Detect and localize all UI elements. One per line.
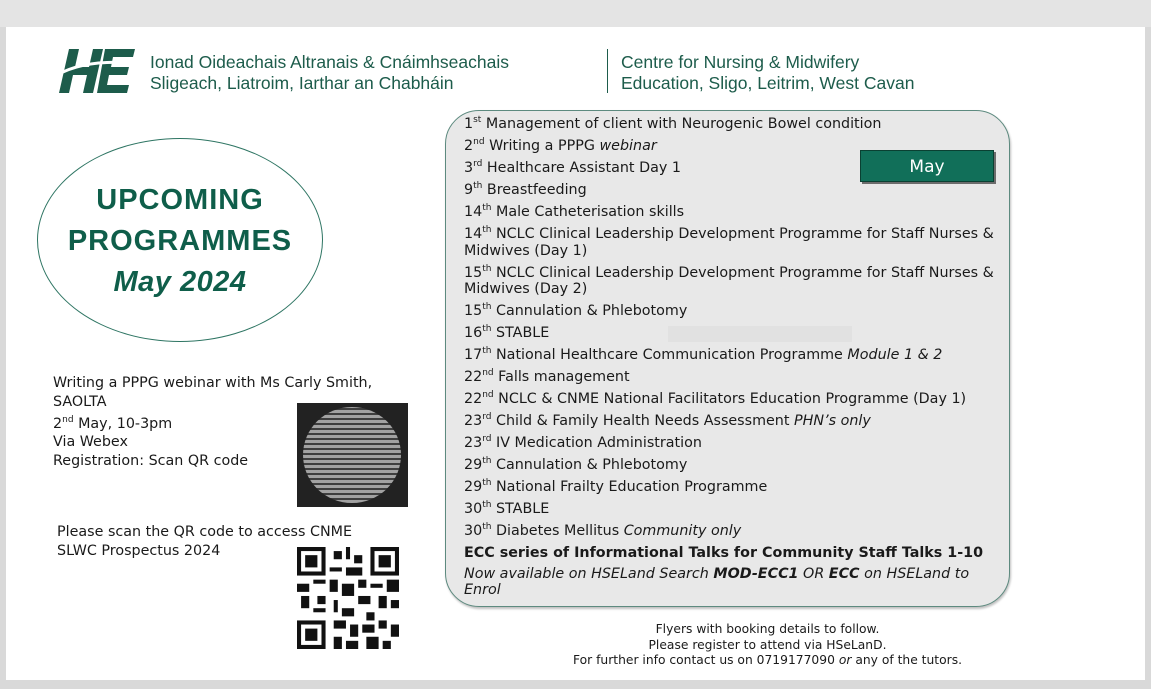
programme-day: 3 <box>464 160 474 176</box>
hse-logo-icon <box>55 45 137 97</box>
programme-day: 14 <box>464 204 483 220</box>
webinar-date-rest: May, 10-3pm <box>73 415 173 432</box>
ecc-series-title: ECC series of Informational Talks for Community Staff Talks 1-10 <box>464 545 984 561</box>
webinar-date-sup: nd <box>62 415 74 425</box>
programme-day: 30 <box>464 523 483 539</box>
programme-title: Cannulation & Phlebotomy <box>491 457 688 473</box>
viewer-top-bar <box>0 0 1151 27</box>
programme-item <box>464 116 1000 133</box>
programme-day-suffix: th <box>482 456 492 467</box>
ecc-note-fragment: on HSELand to Enrol <box>464 565 970 598</box>
programme-title: STABLE <box>491 325 550 341</box>
programme-item <box>464 226 1000 259</box>
header-irish-line1: Ionad Oideachais Altranais & Cnáimhseachais <box>150 52 509 72</box>
programme-day-suffix: rd <box>482 412 492 423</box>
webinar-date-day: 2 <box>53 415 63 432</box>
programme-day-suffix: nd <box>482 368 494 379</box>
programme-day: 23 <box>464 435 483 451</box>
programme-day: 16 <box>464 325 483 341</box>
programme-item <box>464 413 1000 430</box>
webinar-line1: Writing a PPPG webinar with Ms Carly Smith, <box>53 375 373 391</box>
programme-day-suffix: th <box>482 225 492 236</box>
programme-day: 14 <box>464 226 483 242</box>
programme-item <box>464 160 1000 177</box>
header-english-line1: Centre for Nursing & Midwifery <box>621 52 860 72</box>
programme-day-suffix: st <box>473 115 482 126</box>
oval-title-line2: PROGRAMMES <box>67 225 293 257</box>
programme-title: Cannulation & Phlebotomy <box>491 303 688 319</box>
programme-title: NCLC & CNME National Facilitators Education Programme (Day 1) <box>493 391 967 407</box>
programme-note: PHN’s only <box>794 413 871 429</box>
programme-day: 2 <box>464 138 474 154</box>
programme-title: NCLC Clinical Leadership Development Programme for Staff Nurses & Midwives (Day 2) <box>464 264 994 297</box>
programme-item <box>464 347 1000 364</box>
programme-day: 29 <box>464 457 483 473</box>
webinar-line5: Registration: Scan QR code <box>53 452 249 469</box>
programme-day-suffix: th <box>482 203 492 214</box>
programme-item <box>464 138 1000 155</box>
programme-item <box>464 204 1000 221</box>
header-irish-name <box>150 52 509 94</box>
programme-day: 15 <box>464 303 483 319</box>
programme-title: NCLC Clinical Leadership Development Programme for Staff Nurses & Midwives (Day 1) <box>464 226 994 259</box>
programme-day-suffix: th <box>482 263 492 274</box>
ecc-note-fragment: Now available on HSELand Search <box>464 565 714 582</box>
webinar-line4: Via Webex <box>53 434 128 451</box>
programme-item <box>464 391 1000 408</box>
ecc-note-fragment: ECC <box>828 565 860 582</box>
programme-day: 22 <box>464 391 483 407</box>
footer-line3 <box>540 653 995 669</box>
programme-day-suffix: nd <box>473 137 485 148</box>
header-english-line2: Education, Sligo, Leitrim, West Cavan <box>621 73 915 93</box>
programme-item <box>464 303 1000 320</box>
programme-day: 23 <box>464 413 483 429</box>
programme-note: Community only <box>623 523 742 539</box>
programme-day-suffix: th <box>482 478 492 489</box>
programme-title: STABLE <box>491 501 550 517</box>
programme-title: Diabetes Mellitus <box>491 523 624 539</box>
programme-day-suffix: th <box>473 181 483 192</box>
month-button[interactable]: May <box>860 150 994 182</box>
programme-day: 15 <box>464 264 483 281</box>
webinar-line2: SAOLTA <box>53 393 107 410</box>
programme-item <box>464 182 1000 199</box>
ecc-note-fragment: OR <box>798 565 829 582</box>
prospectus-qr-code-icon[interactable] <box>297 547 399 649</box>
programme-day: 29 <box>464 479 483 495</box>
programme-note: Module 1 & 2 <box>847 347 943 363</box>
programme-day-suffix: th <box>482 346 492 357</box>
programme-item <box>464 435 1000 452</box>
programme-title: National Frailty Education Programme <box>491 479 768 495</box>
footer-line3-a: For further info contact us on 0719177090 <box>572 653 839 667</box>
programme-title: Child & Family Health Needs Assessment <box>491 413 795 429</box>
programme-title: Healthcare Assistant Day 1 <box>482 160 681 176</box>
programme-day: 1 <box>464 116 474 132</box>
ecc-note-fragment: MOD-ECC1 <box>713 565 799 582</box>
programme-title: IV Medication Administration <box>491 435 702 451</box>
upcoming-programmes-oval <box>37 138 323 342</box>
footer-line3-or: or <box>838 653 852 667</box>
oval-title-line1: UPCOMING <box>96 184 264 216</box>
programme-day-suffix: nd <box>482 390 494 401</box>
footer-line3-b: any of the tutors. <box>851 653 963 667</box>
programme-day-suffix: th <box>482 302 492 313</box>
programme-item <box>464 523 1000 540</box>
programme-item <box>464 369 1000 386</box>
programme-title: National Healthcare Communication Programme <box>491 347 848 363</box>
programme-day-suffix: th <box>482 324 492 335</box>
programme-item <box>464 501 1000 518</box>
programme-day-suffix: th <box>482 500 492 511</box>
programme-title: Male Catheterisation skills <box>491 204 685 220</box>
programme-note: webinar <box>599 138 657 154</box>
footer-info <box>540 622 995 669</box>
programme-list <box>464 116 1000 603</box>
ecc-series-note[interactable] <box>464 566 1000 598</box>
header-divider <box>607 49 608 93</box>
programme-day: 22 <box>464 369 483 385</box>
prospectus-line2: SLWC Prospectus 2024 <box>57 542 221 559</box>
programme-item <box>464 457 1000 474</box>
programme-day: 30 <box>464 501 483 517</box>
programme-title: Falls management <box>493 369 630 385</box>
prospectus-line1: Please scan the QR code to access CNME <box>57 524 353 540</box>
footer-line1: Flyers with booking details to follow. <box>655 622 880 636</box>
programme-item <box>464 265 1000 298</box>
oval-title-month: May 2024 <box>113 266 247 298</box>
programme-item <box>464 325 1000 342</box>
programme-day: 17 <box>464 347 483 363</box>
programme-title: Writing a PPPG <box>484 138 600 154</box>
webinar-qr-pattern <box>303 407 401 503</box>
programme-title: Breastfeeding <box>482 182 587 198</box>
programme-day-suffix: rd <box>473 159 483 170</box>
programme-day-suffix: rd <box>482 434 492 445</box>
programme-day-suffix: th <box>482 522 492 533</box>
footer-line2: Please register to attend via HSeLanD. <box>648 637 887 652</box>
programme-day: 9 <box>464 182 474 198</box>
programme-title: Management of client with Neurogenic Bowel condition <box>481 116 882 132</box>
header-english-name <box>621 52 914 94</box>
header-irish-line2: Sligeach, Liatroim, Iarthar an Chabháin <box>150 73 454 93</box>
webinar-qr-code-icon[interactable] <box>297 403 408 507</box>
programme-item <box>464 479 1000 496</box>
